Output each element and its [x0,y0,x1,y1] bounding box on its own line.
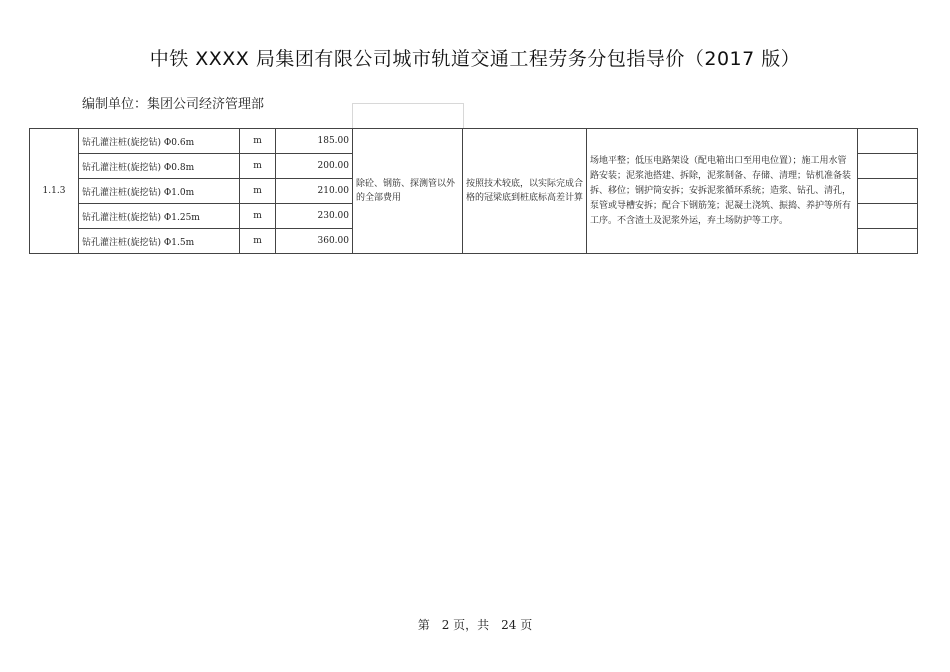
item-name: 钻孔灌注桩(旋挖钻) Φ1.0m [79,179,240,204]
ghost-divider [352,103,353,128]
item-price: 210.00 [276,179,353,204]
ghost-divider [463,103,464,128]
item-price: 230.00 [276,204,353,229]
item-unit: m [240,229,276,254]
item-name: 钻孔灌注桩(旋挖钻) Φ1.5m [79,229,240,254]
item-unit: m [240,154,276,179]
item-name: 钻孔灌注桩(旋挖钻) Φ0.6m [79,129,240,154]
remark-cell [858,229,918,254]
item-unit: m [240,179,276,204]
item-unit: m [240,129,276,154]
item-price: 360.00 [276,229,353,254]
price-includes: 除砼、钢筋、探测管以外的全部费用 [353,129,463,254]
remark-cell [858,204,918,229]
item-unit: m [240,204,276,229]
compiler-unit: 编制单位：集团公司经济管理部 [82,97,265,112]
item-price: 185.00 [276,129,353,154]
item-price: 200.00 [276,154,353,179]
remark-cell [858,154,918,179]
work-scope: 场地平整；低压电路架设（配电箱出口至用电位置）；施工用水管路安装；泥浆池搭建、拆除，泥浆制备、存储、清理；钻机准备装拆、移位；钢护筒安拆；安拆泥浆循环系统；造浆、钻孔、清孔，泵管或导槽安拆；配合下钢筋笼；泥凝土浇筑、振捣、养护等所有工序。不含渣土及泥浆外运，弃土场防护等工序。 [587,129,858,254]
remark-cell [858,179,918,204]
item-name: 钻孔灌注桩(旋挖钻) Φ1.25m [79,204,240,229]
ghost-divider [352,103,463,104]
measurement-rule: 按照技术较底，以实际完成合格的冠梁底到桩底标高差计算 [463,129,587,254]
page-title: 中铁 XXXX 局集团有限公司城市轨道交通工程劳务分包指导价（2017 版） [149,48,801,70]
item-code: 1.1.3 [30,129,79,254]
item-name: 钻孔灌注桩(旋挖钻) Φ0.8m [79,154,240,179]
page-number: 第 2 页，共 24 页 [417,618,533,632]
price-table [29,128,918,254]
remark-cell [858,129,918,154]
table-row [30,129,918,154]
